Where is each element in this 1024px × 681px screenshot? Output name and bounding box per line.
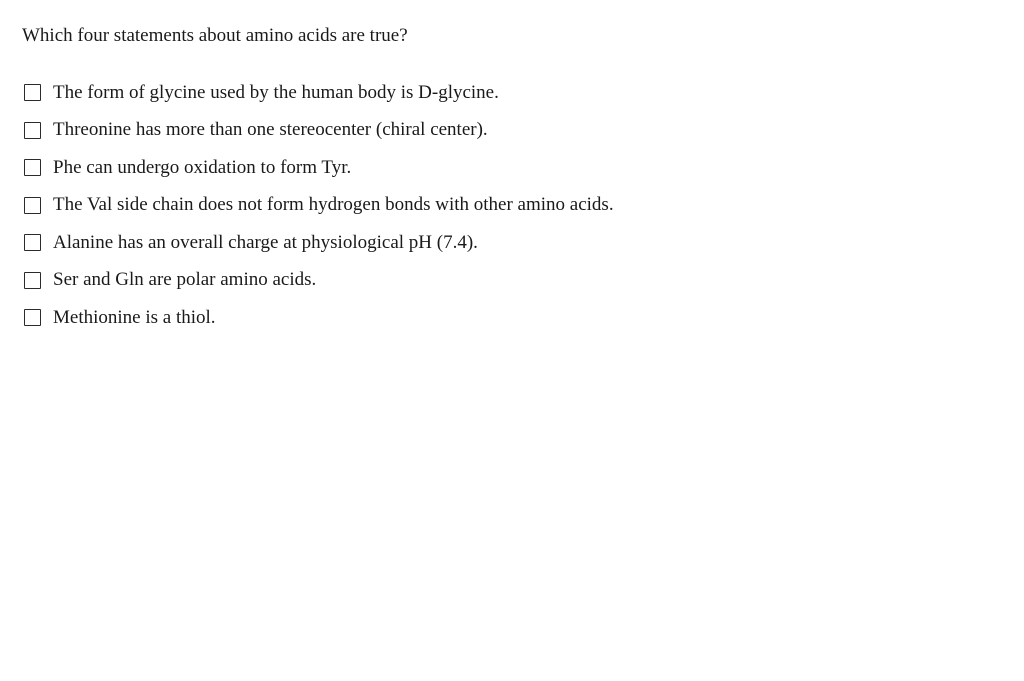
option-label-4: The Val side chain does not form hydrogen bonds with other amino acids. bbox=[53, 194, 614, 216]
answer-option-5[interactable] bbox=[24, 224, 614, 262]
checkbox-option-6[interactable] bbox=[24, 272, 41, 289]
answer-option-4[interactable] bbox=[24, 187, 614, 225]
answer-options-list bbox=[24, 74, 614, 337]
checkbox-option-2[interactable] bbox=[24, 122, 41, 139]
answer-option-6[interactable] bbox=[24, 262, 614, 300]
option-label-3: Phe can undergo oxidation to form Tyr. bbox=[53, 156, 352, 178]
checkbox-option-5[interactable] bbox=[24, 234, 41, 251]
option-label-5: Alanine has an overall charge at physiological pH (7.4). bbox=[53, 231, 478, 253]
checkbox-option-7[interactable] bbox=[24, 309, 41, 326]
option-label-7: Methionine is a thiol. bbox=[53, 306, 216, 328]
option-label-6: Ser and Gln are polar amino acids. bbox=[53, 269, 317, 291]
checkbox-option-1[interactable] bbox=[24, 84, 41, 101]
checkbox-option-4[interactable] bbox=[24, 197, 41, 214]
checkbox-option-3[interactable] bbox=[24, 159, 41, 176]
question-text: Which four statements about amino acids are true? bbox=[22, 25, 408, 46]
answer-option-2[interactable] bbox=[24, 112, 614, 150]
answer-option-1[interactable] bbox=[24, 74, 614, 112]
answer-option-7[interactable] bbox=[24, 299, 614, 337]
option-label-2: Threonine has more than one stereocenter (chiral center). bbox=[53, 119, 488, 141]
answer-option-3[interactable] bbox=[24, 149, 614, 187]
option-label-1: The form of glycine used by the human body is D-glycine. bbox=[53, 81, 499, 103]
